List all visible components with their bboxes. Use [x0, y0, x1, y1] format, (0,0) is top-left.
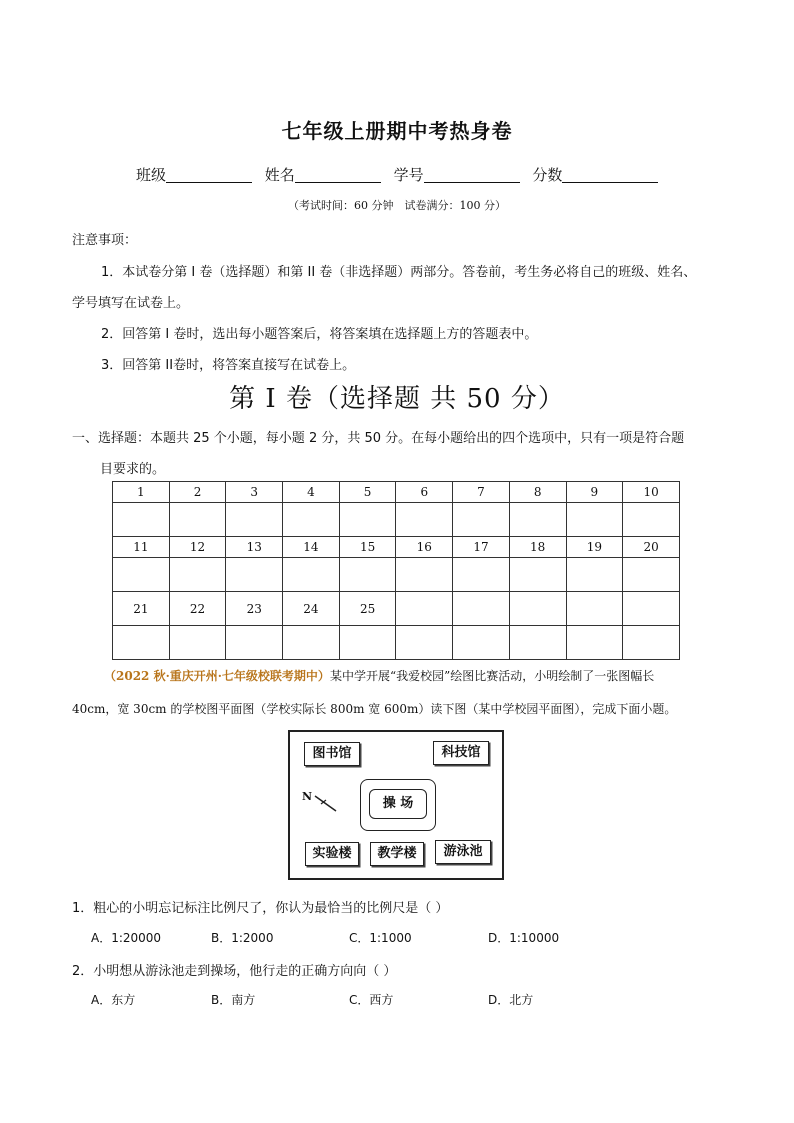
table-cell [509, 592, 566, 626]
answer-cell[interactable] [623, 626, 680, 660]
notes-heading: 注意事项： [72, 233, 138, 248]
source-text-cont: 40cm，宽 30cm 的学校图平面图（学校实际长 800m 宽 600m）读下图（某中学校园平面图），完成下面小题。 [72, 702, 677, 716]
question-intro: 一、选择题：本题共 25 个小题，每小题 2 分，共 50 分。在每小题给出的四个选项中，只有一项是符合题 [72, 431, 685, 446]
table-cell: 19 [566, 537, 623, 558]
q2-option-c[interactable]: C．西方 [349, 993, 394, 1007]
table-cell: 3 [226, 482, 283, 503]
answer-cell[interactable] [623, 558, 680, 592]
answer-cell[interactable] [509, 503, 566, 537]
score-label: 分数 [532, 166, 563, 184]
answer-cell[interactable] [283, 626, 340, 660]
table-cell [623, 592, 680, 626]
answer-cell[interactable] [396, 503, 453, 537]
score-blank[interactable] [562, 167, 658, 183]
answer-cell[interactable] [283, 503, 340, 537]
map-tech-hall: 科技馆 [433, 741, 489, 765]
answer-cell[interactable] [113, 558, 170, 592]
exam-meta: （考试时间：60 分钟 试卷满分：100 分） [288, 199, 506, 212]
table-cell: 6 [396, 482, 453, 503]
answer-cell[interactable] [339, 626, 396, 660]
map-playground: 操 场 [369, 789, 427, 819]
answer-cell[interactable] [226, 626, 283, 660]
id-label: 学号 [393, 166, 424, 184]
table-cell: 25 [339, 592, 396, 626]
table-cell: 15 [339, 537, 396, 558]
q1-option-c[interactable]: C．1:1000 [349, 931, 412, 945]
q1-option-a[interactable]: A．1:20000 [91, 931, 162, 945]
table-cell: 1 [113, 482, 170, 503]
table-cell: 11 [113, 537, 170, 558]
student-info-line [136, 164, 666, 185]
source-tag: （2022 秋·重庆开州·七年级校联考期中） [104, 669, 330, 683]
answer-cell[interactable] [509, 626, 566, 660]
table-cell: 18 [509, 537, 566, 558]
table-cell: 2 [169, 482, 226, 503]
answer-cell[interactable] [453, 626, 510, 660]
table-cell [453, 592, 510, 626]
answer-cell[interactable] [113, 503, 170, 537]
map-teaching-building: 教学楼 [370, 842, 424, 866]
table-cell: 12 [169, 537, 226, 558]
question-2: 2．小明想从游泳池走到操场，他行走的正确方向向（ ） [72, 964, 397, 979]
answer-cell[interactable] [169, 503, 226, 537]
table-cell: 24 [283, 592, 340, 626]
table-cell: 17 [453, 537, 510, 558]
compass-north-label: N [302, 790, 313, 803]
answer-cell[interactable] [396, 558, 453, 592]
map-swimming-pool: 游泳池 [435, 840, 491, 864]
answer-cell[interactable] [283, 558, 340, 592]
table-cell: 4 [283, 482, 340, 503]
id-blank[interactable] [424, 167, 520, 183]
map-library: 图书馆 [304, 742, 360, 766]
table-cell: 5 [339, 482, 396, 503]
map-playground-outer [360, 779, 436, 831]
table-cell: 16 [396, 537, 453, 558]
q2-option-a[interactable]: A．东方 [91, 993, 136, 1007]
answer-cell[interactable] [566, 503, 623, 537]
question-1: 1．粗心的小明忘记标注比例尺了，你认为最恰当的比例尺是（ ） [72, 901, 449, 916]
class-blank[interactable] [166, 167, 252, 183]
source-text: 某中学开展“我爱校园”绘图比赛活动，小明绘制了一张图幅长 [329, 669, 655, 683]
answer-cell[interactable] [169, 626, 226, 660]
table-cell: 8 [509, 482, 566, 503]
answer-cell[interactable] [453, 503, 510, 537]
q2-option-d[interactable]: D．北方 [488, 993, 534, 1007]
table-cell: 14 [283, 537, 340, 558]
table-cell: 22 [169, 592, 226, 626]
section-title: 第 I 卷（选择题 共 50 分） [229, 384, 565, 414]
name-blank[interactable] [295, 167, 381, 183]
campus-map [288, 730, 504, 880]
q1-option-b[interactable]: B．1:2000 [211, 931, 274, 945]
table-cell: 9 [566, 482, 623, 503]
q2-option-b[interactable]: B．南方 [211, 993, 256, 1007]
note-3: 3．回答第 II卷时，将答案直接写在试卷上。 [101, 358, 356, 373]
map-lab-building: 实验楼 [305, 842, 359, 866]
table-cell: 21 [113, 592, 170, 626]
note-1-cont: 学号填写在试卷上。 [72, 296, 190, 311]
class-label: 班级 [136, 166, 167, 184]
answer-cell[interactable] [339, 558, 396, 592]
note-2: 2．回答第 I 卷时，选出每小题答案后，将答案填在选择题上方的答题表中。 [101, 327, 538, 342]
table-cell: 13 [226, 537, 283, 558]
answer-cell[interactable] [566, 626, 623, 660]
answer-cell[interactable] [453, 558, 510, 592]
answer-table [112, 481, 680, 660]
table-cell [396, 592, 453, 626]
answer-cell[interactable] [226, 558, 283, 592]
compass-arrow-icon [312, 794, 338, 814]
answer-cell[interactable] [396, 626, 453, 660]
answer-cell[interactable] [339, 503, 396, 537]
answer-cell[interactable] [226, 503, 283, 537]
answer-cell[interactable] [113, 626, 170, 660]
note-1: 1．本试卷分第 I 卷（选择题）和第 II 卷（非选择题）两部分。答卷前，考生务必将自己的班级、姓名、 [101, 265, 697, 280]
page-title: 七年级上册期中考热身卷 [281, 119, 513, 143]
table-cell: 20 [623, 537, 680, 558]
answer-cell[interactable] [623, 503, 680, 537]
table-cell [566, 592, 623, 626]
table-cell: 10 [623, 482, 680, 503]
table-cell: 23 [226, 592, 283, 626]
answer-cell[interactable] [509, 558, 566, 592]
answer-cell[interactable] [566, 558, 623, 592]
question-source [104, 667, 654, 684]
question-intro-cont: 目要求的。 [100, 462, 166, 477]
q1-option-d[interactable]: D．1:10000 [488, 931, 560, 945]
name-label: 姓名 [264, 166, 295, 184]
answer-cell[interactable] [169, 558, 226, 592]
table-cell: 7 [453, 482, 510, 503]
